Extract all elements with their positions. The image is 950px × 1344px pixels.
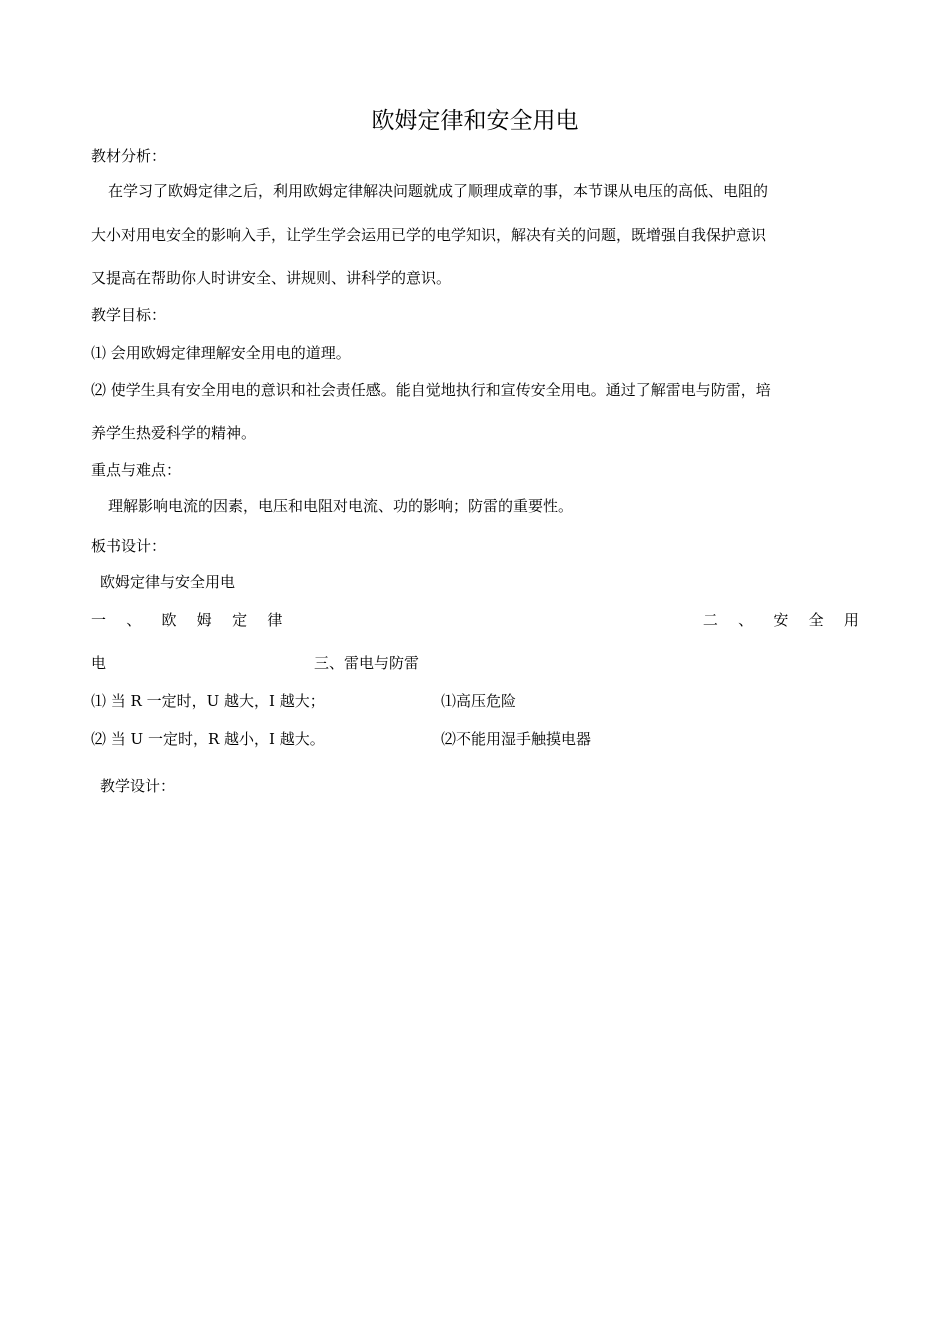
document-title: 欧姆定律和安全用电	[371, 108, 579, 134]
board-part-2-char: 二	[702, 611, 718, 629]
goals-item-2-line-1: ⑵ 使学生具有安全用电的意识和社会责任感。能自觉地执行和宣传安全用电。通过了解雷电与防雷，培	[91, 381, 771, 399]
analysis-line-1: 在学习了欧姆定律之后，利用欧姆定律解决问题就成了顺理成章的事，本节课从电压的高低、电阻的	[108, 182, 769, 200]
board-part-1-char: 欧	[161, 611, 177, 629]
goals-item-2-line-2: 养学生热爱科学的精神。	[91, 424, 257, 442]
board-part-1-char: 定	[232, 611, 248, 629]
board-part-3: 三、雷电与防雷	[314, 654, 420, 672]
board-part-2-char: 用	[843, 611, 859, 629]
goals-item-1: ⑴ 会用欧姆定律理解安全用电的道理。	[91, 344, 351, 362]
board-part-2-char: 安	[773, 611, 789, 629]
board-part-1-char: 律	[267, 611, 283, 629]
board-row-1-right: ⑴高压危险	[441, 692, 517, 710]
board-part-2-char: 全	[808, 611, 824, 629]
design-heading: 教学设计：	[100, 777, 176, 795]
board-row-2-left: ⑵ 当 U 一定时，R 越小，I 越大。	[91, 730, 325, 748]
board-part-1-char: 、	[126, 611, 142, 629]
board-part-1-char: 姆	[196, 611, 212, 629]
board-gap	[303, 610, 683, 630]
board-parts-line	[91, 610, 859, 630]
goals-heading: 教学目标：	[91, 306, 167, 324]
board-row-1-left: ⑴ 当 R 一定时，U 越大，I 越大；	[91, 692, 325, 710]
key-points-heading: 重点与难点：	[91, 461, 182, 479]
board-heading: 板书设计：	[91, 537, 167, 555]
analysis-line-3: 又提高在帮助你人时讲安全、讲规则、讲科学的意识。	[91, 269, 452, 287]
board-part-2-end: 电	[91, 654, 107, 672]
board-part-2-char: 、	[738, 611, 754, 629]
analysis-line-2: 大小对用电安全的影响入手，让学生学会运用已学的电学知识，解决有关的问题，既增强自我保护意识	[91, 226, 767, 244]
key-points-text: 理解影响电流的因素，电压和电阻对电流、功的影响；防雷的重要性。	[108, 497, 574, 515]
board-part-1-char: 一	[91, 611, 107, 629]
board-row-2-right: ⑵不能用湿手触摸电器	[441, 730, 592, 748]
board-subtitle: 欧姆定律与安全用电	[100, 573, 236, 591]
analysis-heading: 教材分析：	[91, 147, 167, 165]
